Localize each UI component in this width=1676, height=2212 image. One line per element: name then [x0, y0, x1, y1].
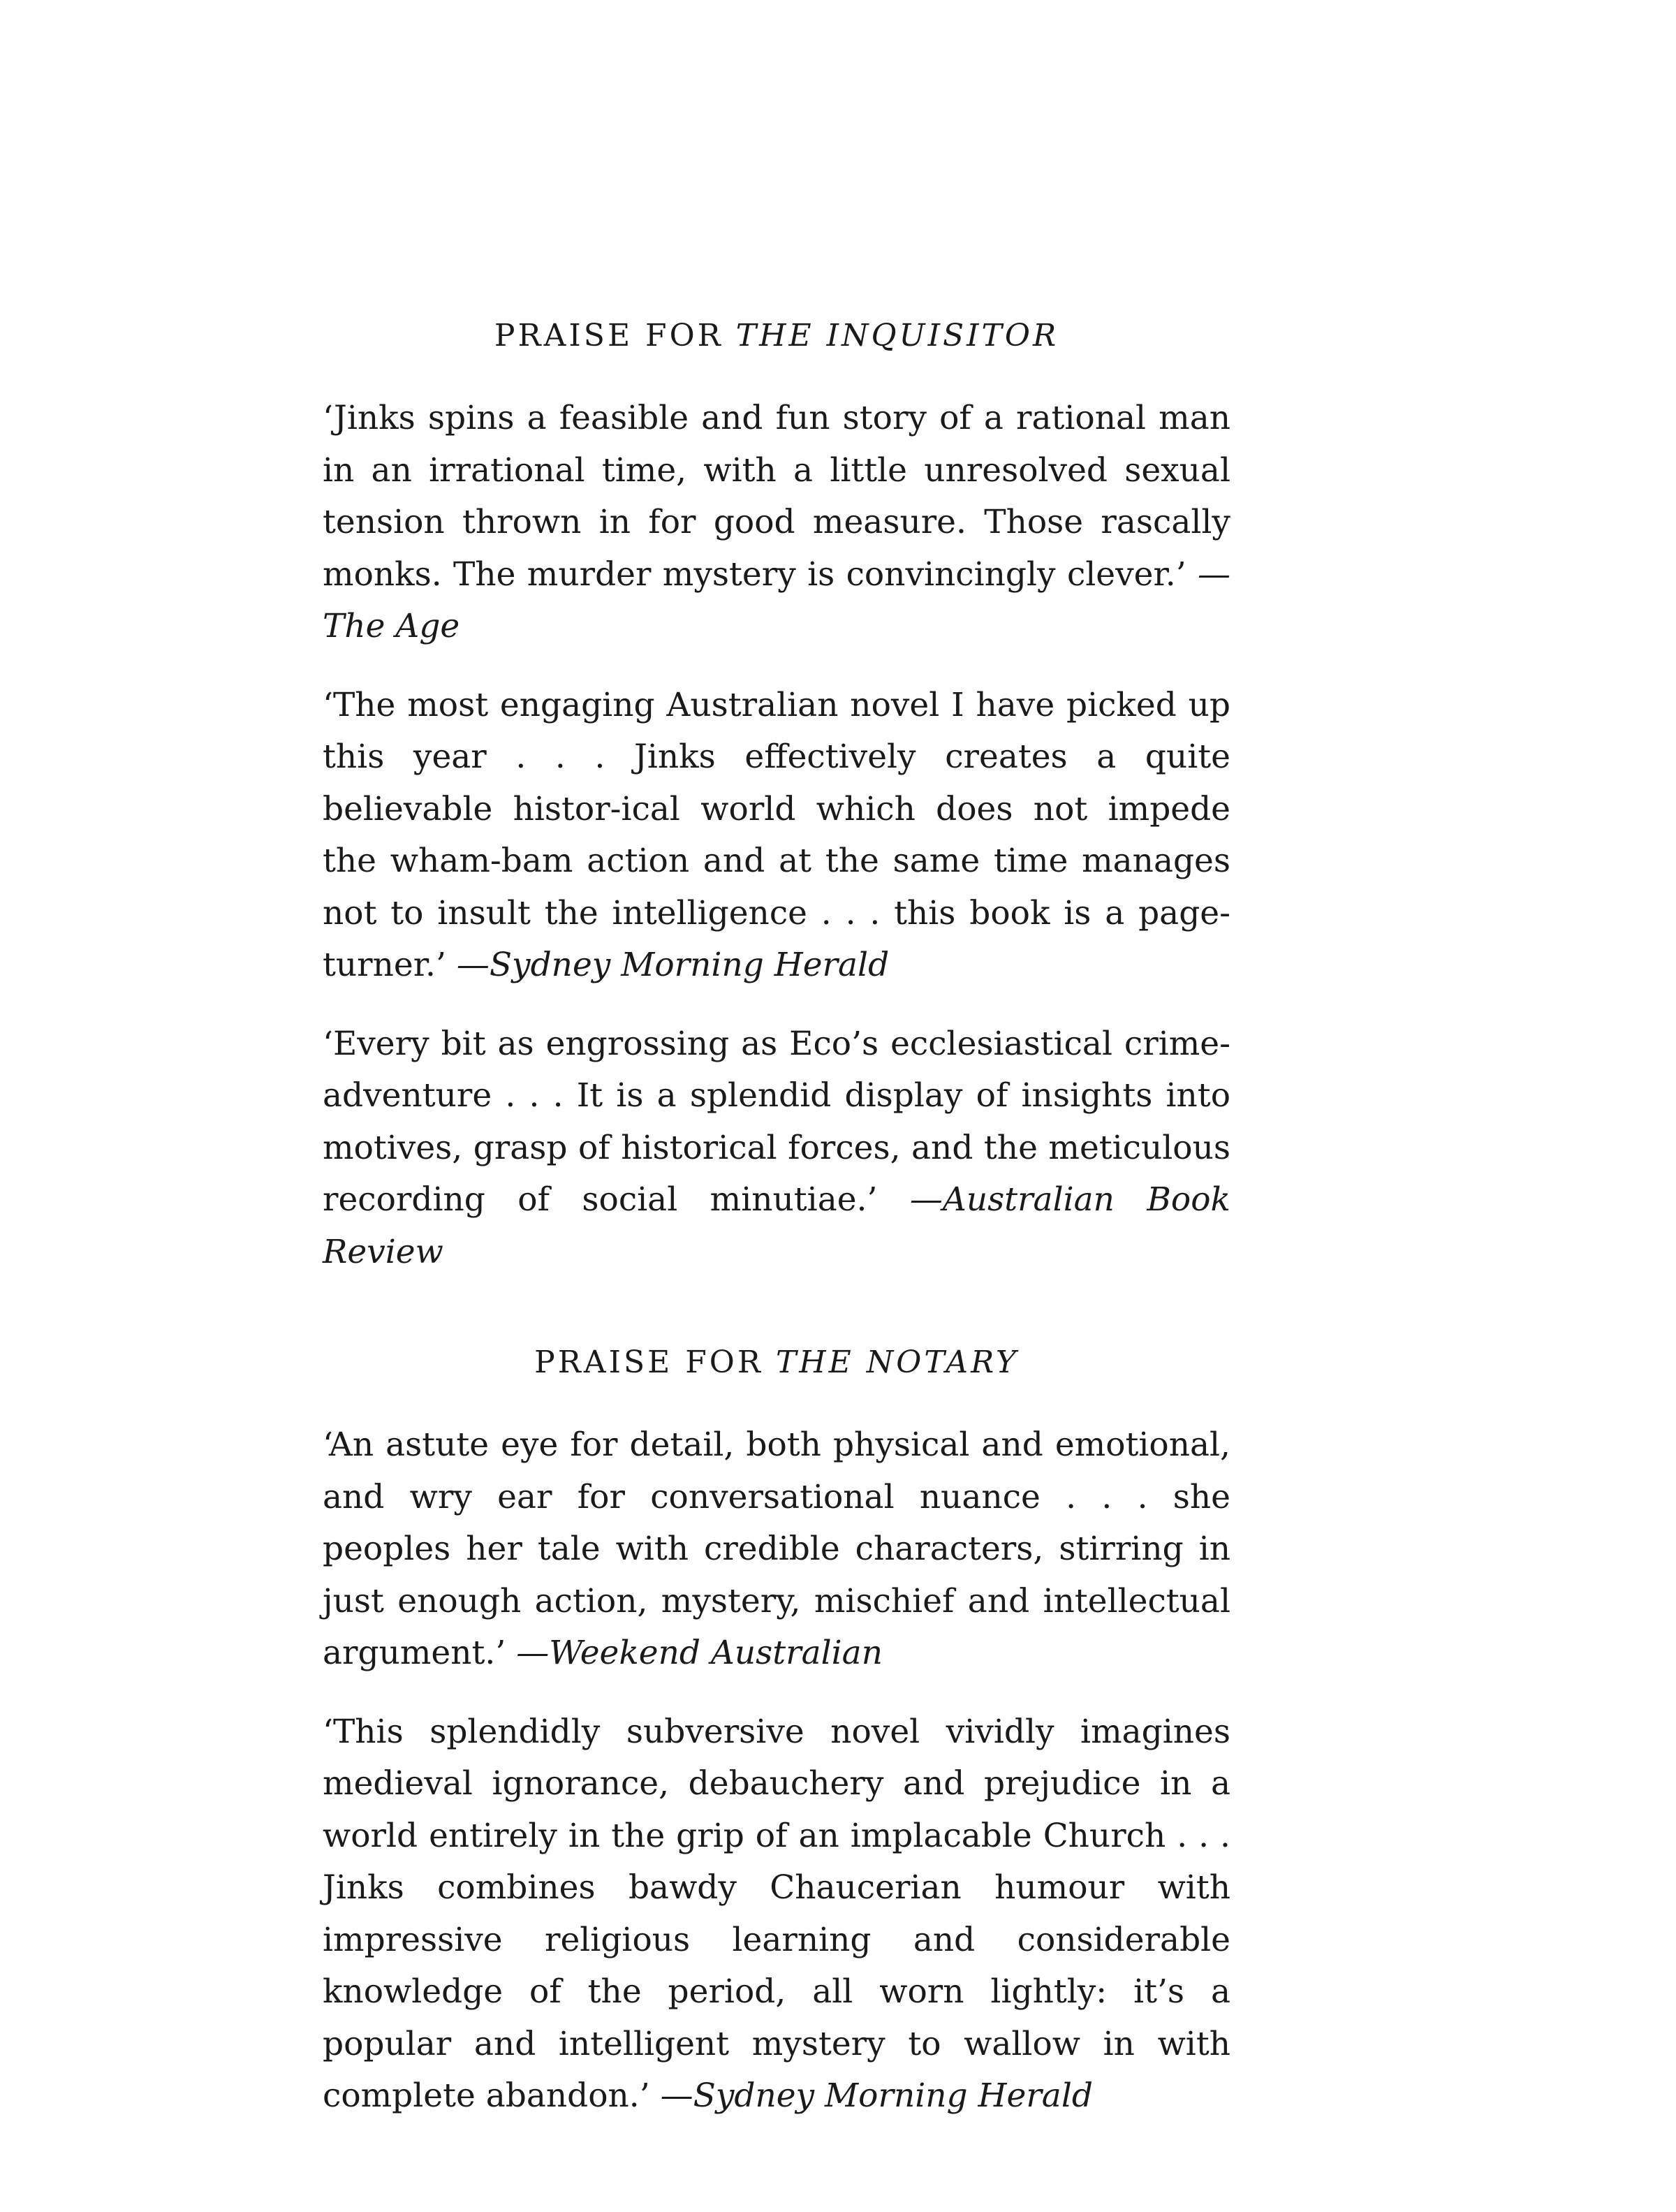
- review-quote: [323, 1706, 1230, 2123]
- quote-text: ‘This splendidly subversive novel vividly imagines medieval ignorance, debauchery and prejudice in a world entirely in the grip of an implacable Church . . . Jinks combines bawdy Chaucerian humour with impressive religious learning and considerable knowledge of the period, all worn lightly: it’s a popular and intelligent mystery to wallow in with complete abandon.’: [323, 1712, 1230, 2115]
- quote-source: —The Age: [323, 555, 1230, 645]
- quote-source: —Sydney Morning Herald: [456, 946, 890, 984]
- quote-text: ‘The most engaging Australian novel I have picked up this year . . . Jinks effectively creates a quite believable histor-ical world which does not impede the wham-bam action and at the same time manages not to insult the intelligence . . . this book is a page-turner.’: [323, 685, 1230, 984]
- heading-book-title: THE NOTARY: [775, 1345, 1019, 1380]
- quote-source: —Weekend Australian: [516, 1634, 883, 1672]
- quote-source: —Australian Book Review: [323, 1180, 1230, 1271]
- quote-source: —Sydney Morning Herald: [660, 2077, 1093, 2115]
- heading-prefix: PRAISE FOR: [534, 1345, 776, 1380]
- praise-page: [323, 307, 1230, 2149]
- quote-text: ‘An astute eye for detail, both physical and emotional, and wry ear for conversational nuance . . . she peoples her tale with credible characters, stirring in just enough action, mystery, mischief and intellectual argument.’: [323, 1426, 1230, 1672]
- heading-book-title: THE INQUISITOR: [735, 318, 1059, 353]
- heading-prefix: PRAISE FOR: [494, 318, 736, 353]
- review-quote: [323, 393, 1230, 653]
- review-quote: [323, 1419, 1230, 1680]
- praise-section-inquisitor: [323, 307, 1230, 1278]
- section-heading: [323, 1334, 1230, 1391]
- quote-text: ‘Every bit as engrossing as Eco’s ecclesiastical crime-adventure . . . It is a splendid display of insights into motives, grasp of historical forces, and the meticulous recording of social minutiae.’: [323, 1024, 1230, 1219]
- review-quote: [323, 680, 1230, 992]
- review-quote: [323, 1018, 1230, 1279]
- section-heading: [323, 307, 1230, 365]
- quote-text: ‘Jinks spins a feasible and fun story of a rational man in an irrational time, with a little unresolved sexual tension thrown in for good measure. Those rascally monks. The murder mystery is convincingly clever.’: [323, 399, 1230, 594]
- praise-section-notary: [323, 1334, 1230, 2123]
